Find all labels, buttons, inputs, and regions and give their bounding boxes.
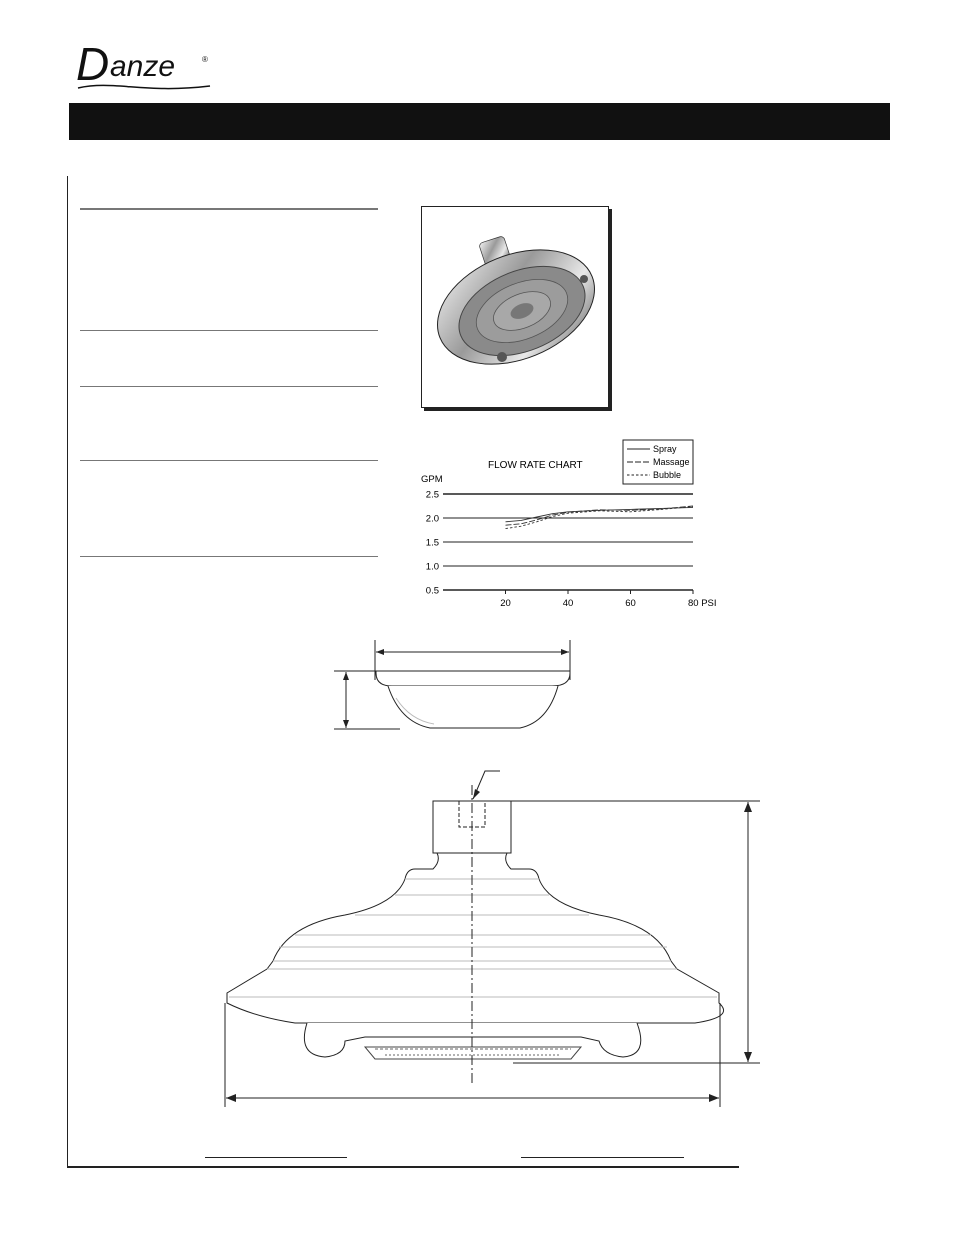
section-rule — [80, 386, 378, 387]
y-tick-label: 1.5 — [425, 537, 439, 549]
logo-word: anze — [110, 50, 176, 83]
showerhead-photo — [422, 207, 608, 407]
x-tick-label: 80 PSI — [688, 598, 717, 609]
x-tick-label: 60 — [625, 598, 636, 609]
series-line-spray — [506, 507, 694, 521]
y-tick-label: 2.5 — [425, 489, 439, 501]
y-tick-label: 2.0 — [425, 513, 439, 525]
y-axis-label: GPM — [421, 474, 443, 485]
legend-label-massage: Massage — [653, 457, 690, 467]
section-rule — [80, 460, 378, 461]
registered-mark: ® — [202, 55, 208, 64]
legend-label-spray: Spray — [653, 444, 677, 454]
x-tick-label: 40 — [562, 598, 574, 609]
front-dimension-drawing — [215, 765, 775, 1110]
chart-title: FLOW RATE CHART — [488, 460, 583, 471]
legend — [623, 440, 693, 484]
left-border — [67, 176, 68, 1168]
bottom-border — [67, 1166, 739, 1168]
legend-label-bubble: Bubble — [653, 470, 682, 480]
x-tick-label: 20 — [500, 598, 511, 609]
signature-line-right — [521, 1157, 684, 1158]
section-rule — [80, 330, 378, 331]
flow-rate-chart — [410, 436, 730, 616]
y-tick-label: 0.5 — [425, 585, 439, 597]
logo-letter-d: D — [76, 38, 110, 90]
y-tick-label: 1.0 — [425, 561, 439, 573]
header-bar — [69, 103, 890, 140]
section-rule — [80, 208, 378, 210]
side-profile-drawing — [330, 640, 580, 740]
product-photo-frame — [421, 206, 609, 408]
signature-line-left — [205, 1157, 347, 1158]
danze-logo — [74, 36, 224, 98]
section-rule — [80, 556, 378, 557]
